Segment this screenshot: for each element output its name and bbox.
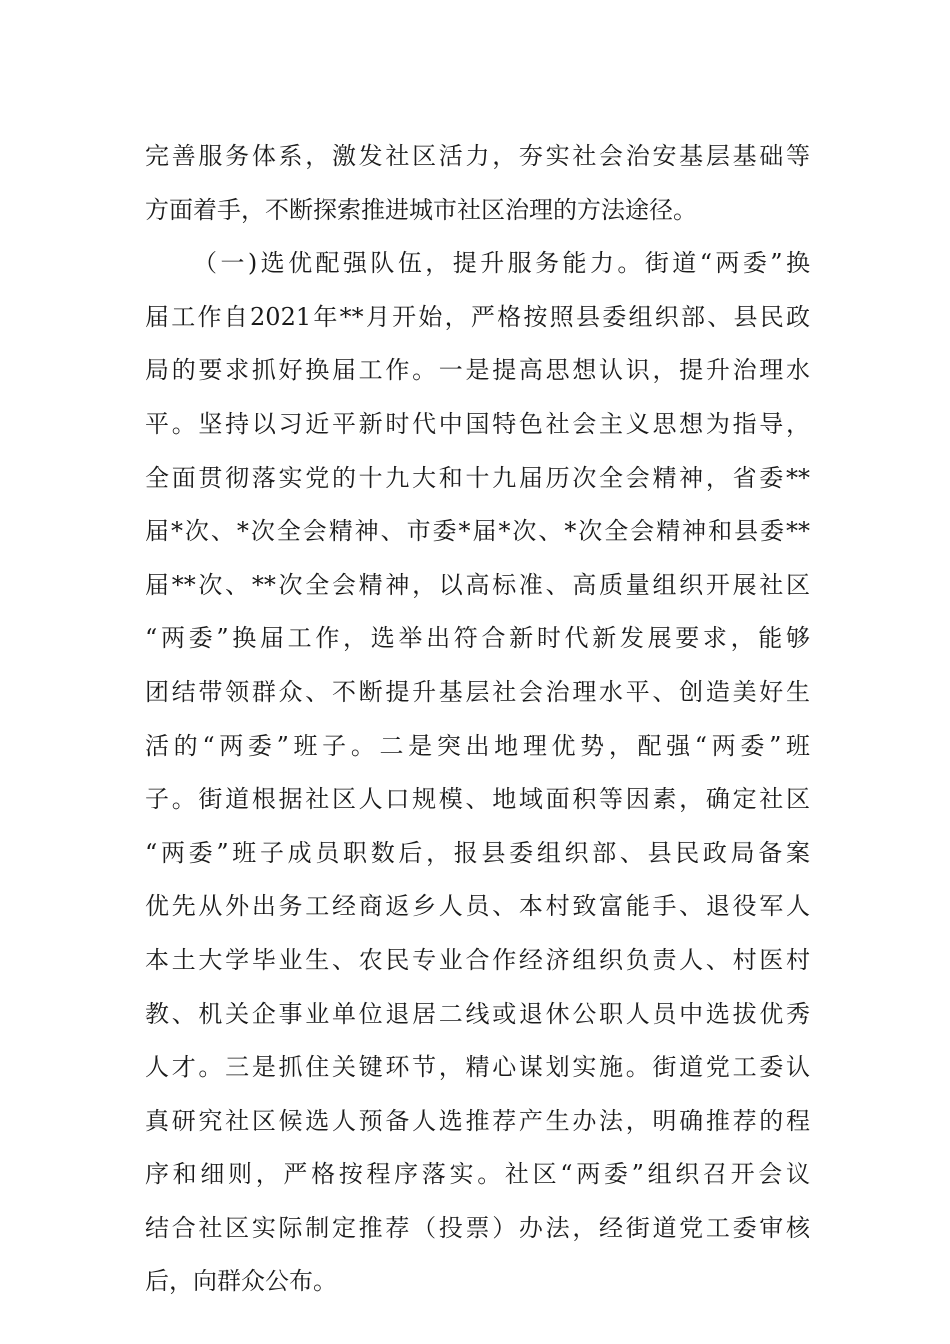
text-line: 完善服务体系，激发社区活力，夯实社会治安基层基础等 (145, 142, 810, 170)
text-line: 平。坚持以习近平新时代中国特色社会主义思想为指导， (145, 409, 810, 438)
text-line: 序和细则，严格按程序落实。社区“两委”组织召开会议 (145, 1160, 810, 1189)
text-line: 子。街道根据社区人口规模、地域面积等因素，确定社区 (145, 785, 810, 814)
section-heading-line: （一)选优配强队伍，提升服务能力。街道“两委”换 (193, 249, 810, 278)
text-line: 全面贯彻落实党的十九大和十九届历次全会精神，省委** (145, 463, 810, 492)
text-line: 局的要求抓好换届工作。一是提高思想认识，提升治理水 (145, 356, 810, 385)
text-line: 活的“两委”班子。二是突出地理优势，配强“两委”班 (145, 731, 810, 760)
text-line: 真研究社区候选人预备人选推荐产生办法，明确推荐的程 (145, 1106, 810, 1135)
text-line: 后，向群众公布。 (145, 1267, 337, 1296)
text-line: 优先从外出务工经商返乡人员、本村致富能手、退役军人 (145, 892, 810, 921)
text-line: 本土大学毕业生、农民专业合作经济组织负责人、村医村 (145, 945, 810, 974)
text-line: 届工作自2021年**月开始，严格按照县委组织部、县民政 (145, 302, 810, 331)
text-line: 届*次、*次全会精神、市委*届*次、*次全会精神和县委** (145, 517, 810, 546)
text-line: 人才。三是抓住关键环节，精心谋划实施。街道党工委认 (145, 1053, 810, 1082)
text-line: 方面着手，不断探索推进城市社区治理的方法途径。 (145, 195, 697, 224)
text-line: 届**次、**次全会精神，以高标准、高质量组织开展社区 (145, 570, 810, 599)
document-body (145, 130, 810, 1309)
text-line: “两委”班子成员职数后，报县委组织部、县民政局备案 (145, 838, 810, 867)
text-line: 教、机关企事业单位退居二线或退休公职人员中选拔优秀 (145, 999, 810, 1028)
text-line: 团结带领群众、不断提升基层社会治理水平、创造美好生 (145, 677, 810, 706)
text-line: 结合社区实际制定推荐（投票）办法，经街道党工委审核 (145, 1213, 810, 1242)
text-line: “两委”换届工作，选举出符合新时代新发展要求，能够 (145, 624, 810, 653)
